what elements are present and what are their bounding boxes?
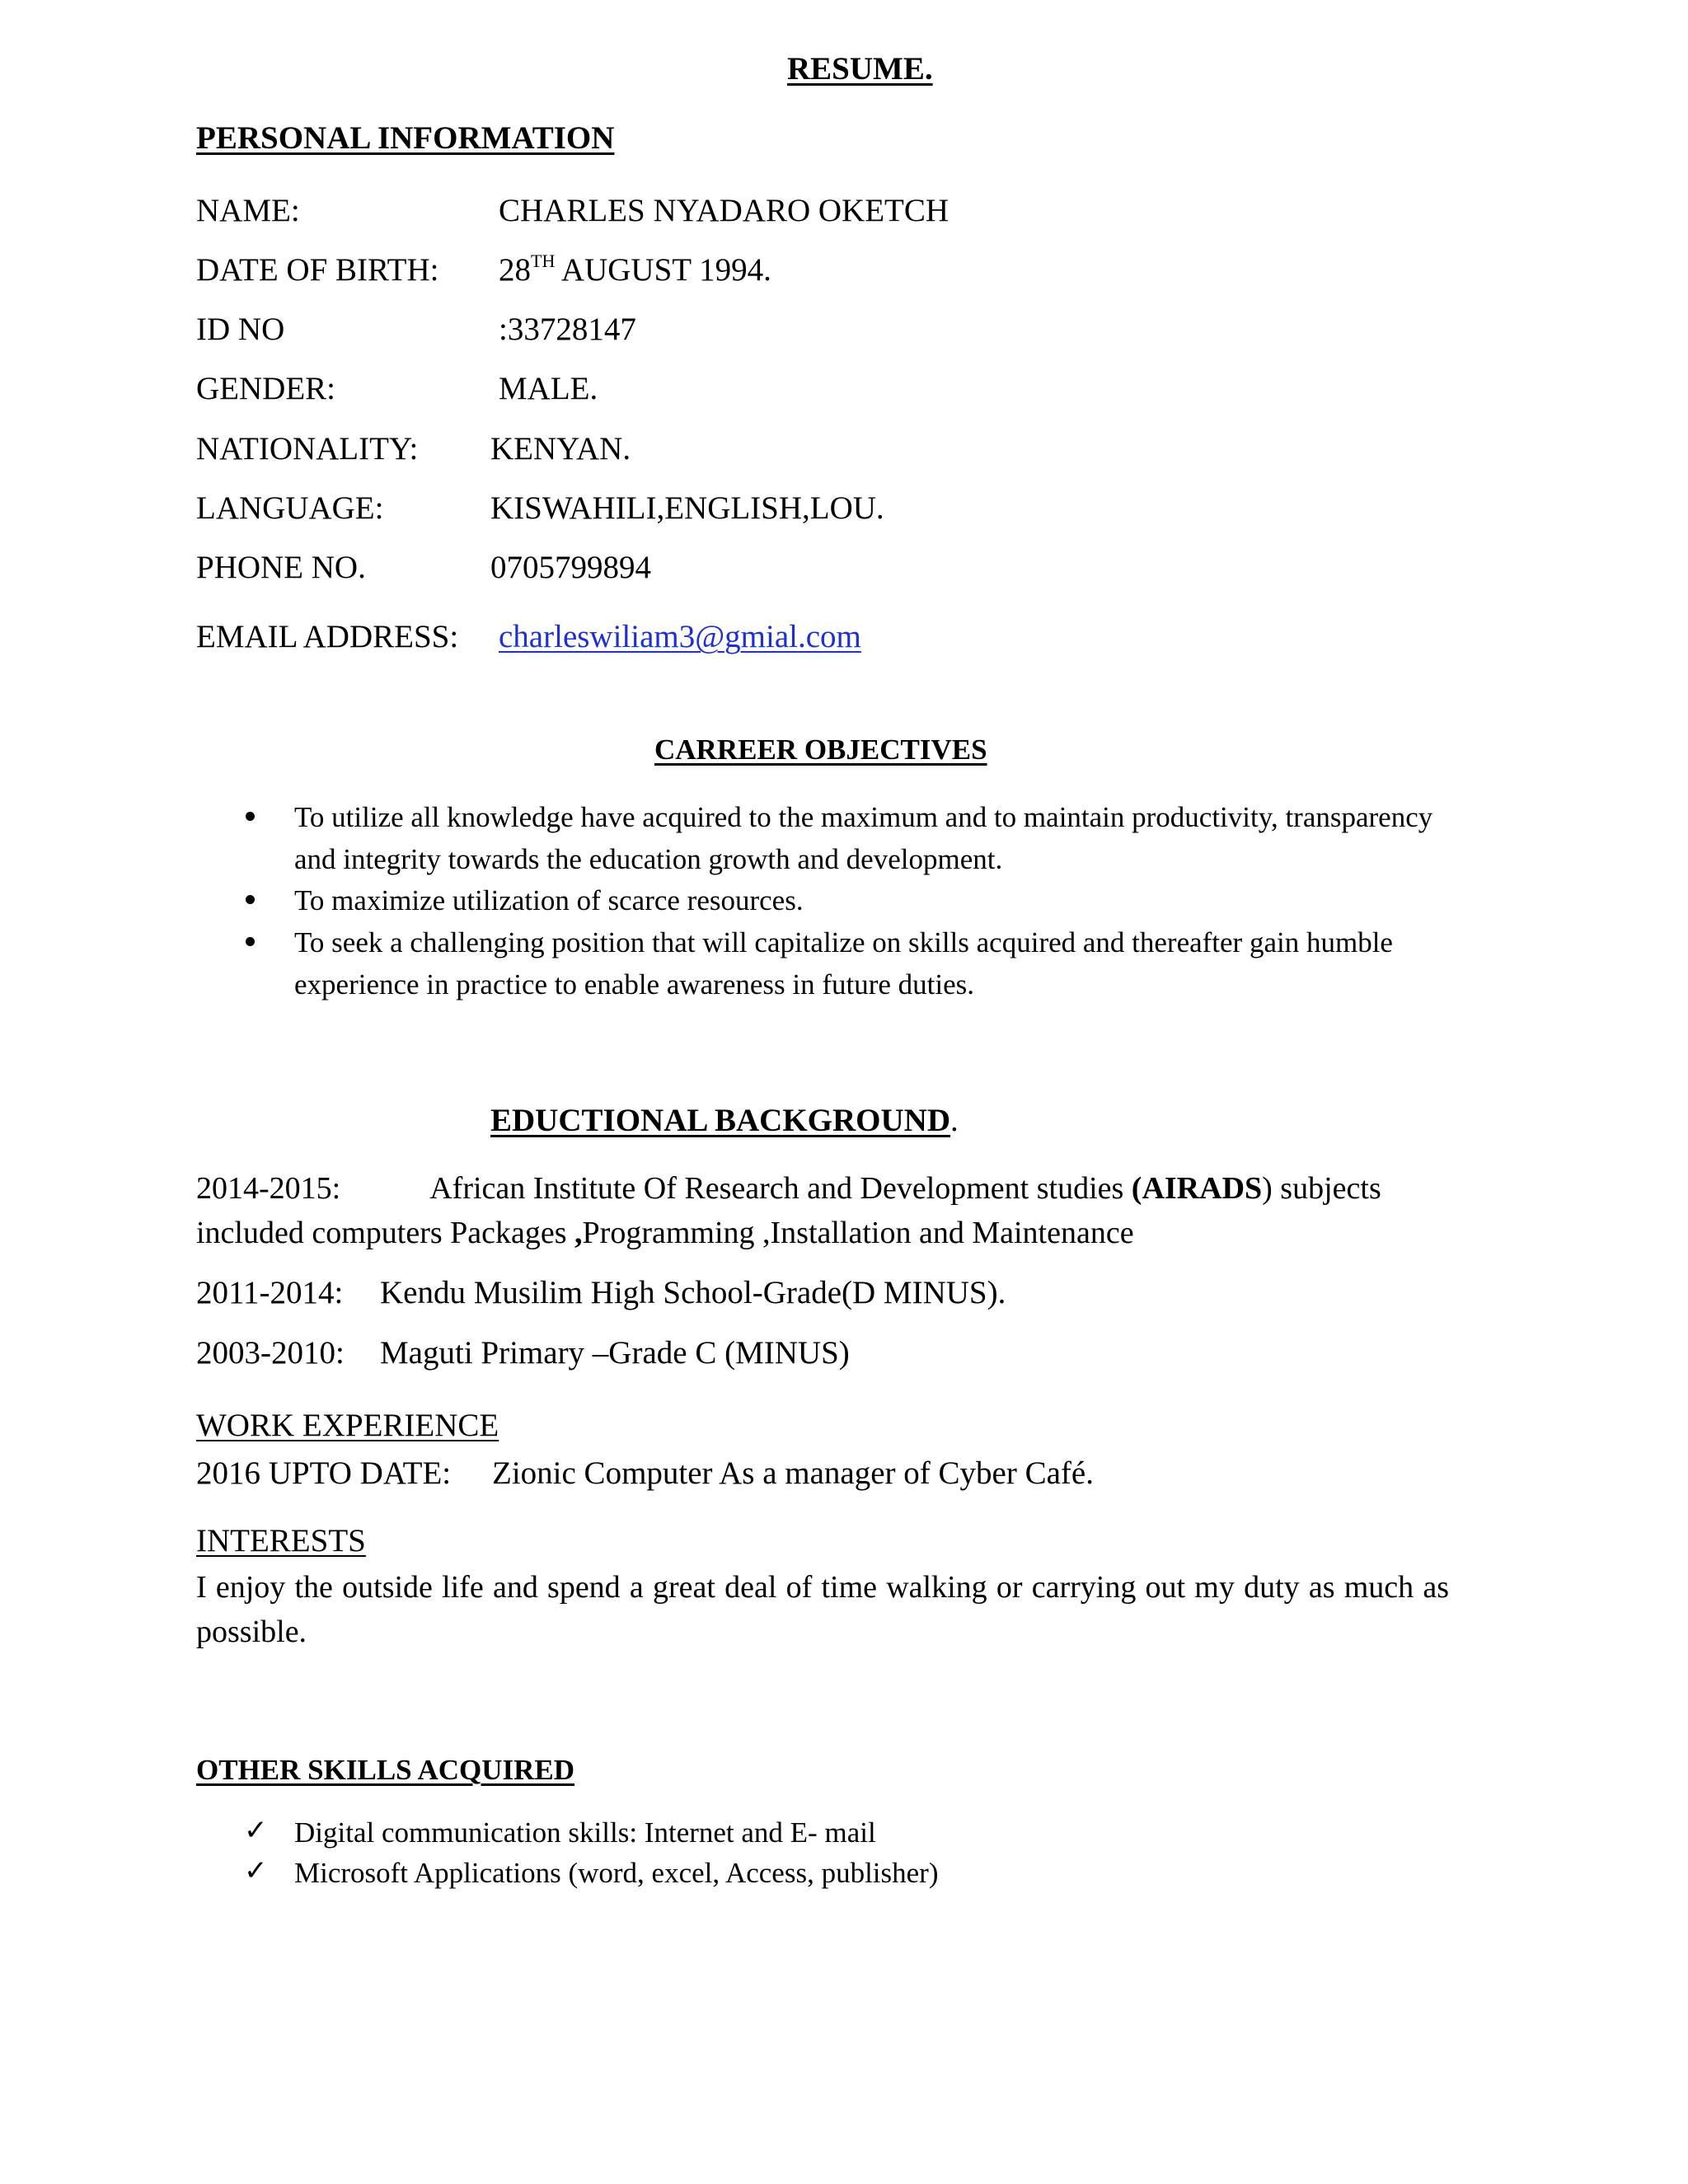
id-label: ID NO xyxy=(196,312,285,347)
education-heading: EDUCTIONAL BACKGROUND. xyxy=(490,1103,959,1138)
name-value: CHARLES NYADARO OKETCH xyxy=(499,193,950,228)
language-label: LANGUAGE: xyxy=(196,490,384,526)
education-entry: Maguti Primary –Grade C (MINUS) xyxy=(380,1335,850,1371)
work-description: Zionic Computer As a manager of Cyber Café. xyxy=(492,1455,1094,1491)
list-item: To seek a challenging position that will capitalize on skills acquired and thereafter gain humble experience in practice to enable awareness in future duties. xyxy=(294,926,1393,1001)
document-title: RESUME. xyxy=(787,51,933,87)
checkmark-icon: ✓ xyxy=(244,1814,268,1847)
gender-value: MALE. xyxy=(499,371,598,406)
dob-label: DATE OF BIRTH: xyxy=(196,252,439,288)
education-entry: 2014-2015: African Institute Of Research and Development studies (AIRADS) subjects included computers Packages ,Programming ,Installation and Maintenance xyxy=(196,1171,1381,1250)
work-experience-heading: WORK EXPERIENCE xyxy=(196,1408,499,1443)
bullet-icon xyxy=(246,937,255,946)
education-years: 2003-2010: xyxy=(196,1335,345,1371)
phone-label: PHONE NO. xyxy=(196,550,366,585)
bullet-icon xyxy=(246,895,255,904)
education-years: 2011-2014: xyxy=(196,1275,344,1310)
checkmark-icon: ✓ xyxy=(244,1854,268,1887)
phone-value: 0705799894 xyxy=(490,550,651,585)
interests-heading: INTERESTS xyxy=(196,1523,366,1558)
list-item: Microsoft Applications (word, excel, Access, publisher) xyxy=(294,1857,939,1889)
list-item: Digital communication skills: Internet and E- mail xyxy=(294,1816,876,1849)
education-years: 2014-2015: xyxy=(196,1171,341,1206)
skills-heading: OTHER SKILLS ACQUIRED xyxy=(196,1754,575,1786)
personal-info-heading: PERSONAL INFORMATION xyxy=(196,120,615,156)
dob-value: 28TH AUGUST 1994. xyxy=(499,251,771,288)
list-item: To maximize utilization of scarce resources. xyxy=(294,884,804,916)
language-value: KISWAHILI,ENGLISH,LOU. xyxy=(490,490,884,526)
career-objectives-heading: CARREER OBJECTIVES xyxy=(654,733,987,766)
email-label: EMAIL ADDRESS: xyxy=(196,619,459,654)
bullet-icon xyxy=(246,812,255,821)
email-link[interactable]: charleswiliam3@gmial.com xyxy=(499,619,861,654)
gender-label: GENDER: xyxy=(196,371,335,406)
list-item: To utilize all knowledge have acquired to the maximum and to maintain productivity, transparency and integrity towards the education growth and development. xyxy=(294,801,1433,875)
nationality-label: NATIONALITY: xyxy=(196,431,419,466)
work-period: 2016 UPTO DATE: xyxy=(196,1455,452,1491)
id-value: :33728147 xyxy=(499,312,636,347)
nationality-value: KENYAN. xyxy=(490,431,631,466)
name-label: NAME: xyxy=(196,193,300,228)
education-entry: Kendu Musilim High School-Grade(D MINUS). xyxy=(380,1275,1006,1310)
interests-text: I enjoy the outside life and spend a great deal of time walking or carrying out my duty as much as possible. xyxy=(196,1570,1449,1649)
